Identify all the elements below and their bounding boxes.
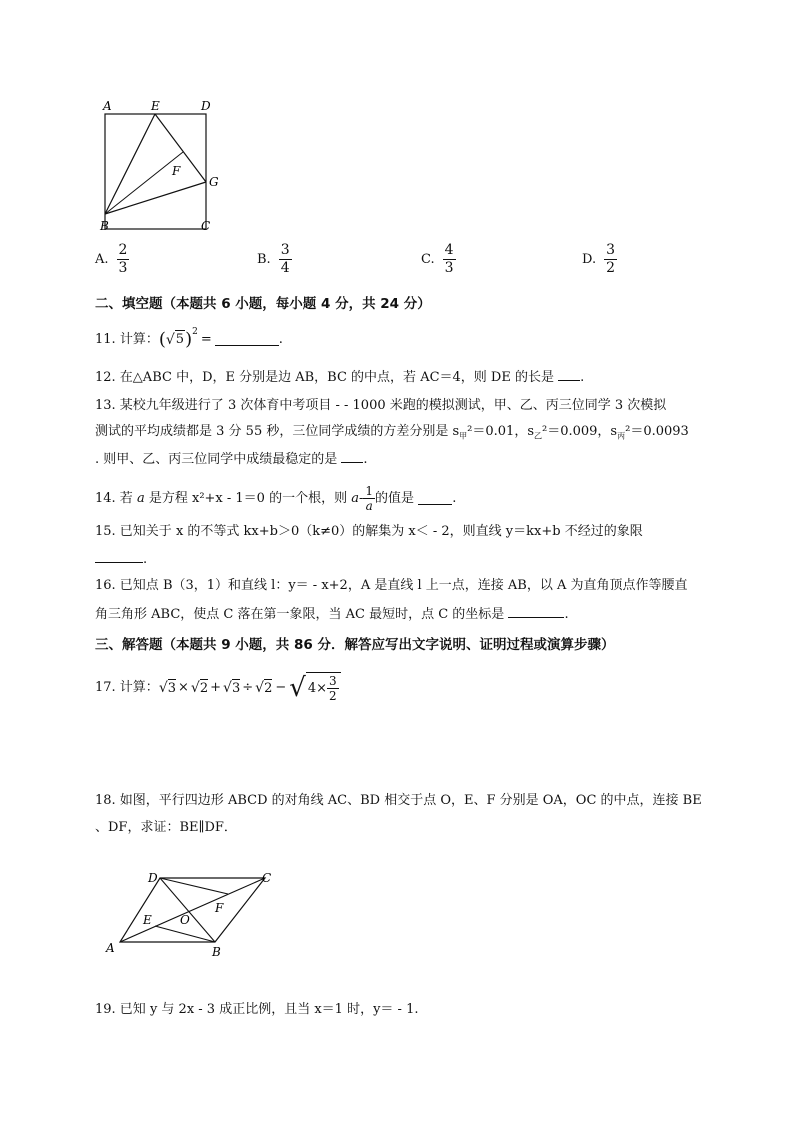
question-18-line2: 、DF，求证：BE∥DF．	[95, 820, 237, 835]
label-E: E	[143, 913, 152, 927]
label-C: C	[262, 871, 272, 885]
option-d: D. $\frac{3}{2}$	[582, 242, 616, 276]
option-c: C. $\frac{4}{3}$	[421, 242, 454, 276]
question-15-line2: .	[95, 550, 147, 569]
section-2-heading: 二、填空题（本题共 6 小题，每小题 4 分，共 24 分）	[95, 296, 431, 312]
parallelogram-figure	[100, 862, 290, 962]
question-15-line1: 15. 已知关于 x 的不等式 kx+b＞0（k≠0）的解集为 x＜ - 2，则直线 y＝kx+b 不经过的象限	[95, 524, 643, 539]
label-C: C	[201, 219, 211, 233]
square-figure	[95, 92, 230, 237]
label-E: E	[151, 99, 160, 113]
question-14: 14. 若 a 是方程 x²+x - 1＝0 的一个根，则 a - $\frac{1}{a}$ 的值是 .	[95, 484, 457, 513]
question-19: 19. 已知 y 与 2x - 3 成正比例，且当 x＝1 时，y＝ - 1.	[95, 1002, 419, 1017]
question-13-line1: 13. 某校九年级进行了 3 次体育中考项目 - - 1000 米跑的模拟测试，甲、乙、丙三位同学 3 次模拟	[95, 398, 667, 413]
option-b: B. $\frac{3}{4}$	[257, 242, 290, 276]
label-D: D	[201, 99, 211, 113]
label-O: O	[180, 913, 190, 927]
question-13-line3: . 则甲、乙、丙三位同学中成绩最稳定的是 .	[95, 452, 368, 467]
question-12: 12. 在△ABC 中，D，E 分别是边 AB，BC 的中点，若 AC＝4，则 DE 的长是 .	[95, 370, 585, 385]
label-F: F	[172, 164, 181, 178]
option-a: A. $\frac{2}{3}$	[95, 242, 128, 276]
question-11: 11. 计算： ( √ 5 ) 2 = .	[95, 326, 283, 350]
label-B: B	[100, 219, 109, 233]
label-G: G	[209, 175, 219, 189]
label-A: A	[106, 941, 115, 955]
label-D: D	[148, 871, 158, 885]
question-16-line2: 角三角形 ABC，使点 C 落在第一象限，当 AC 最短时，点 C 的坐标是 .	[95, 607, 569, 622]
label-F: F	[215, 901, 224, 915]
question-13-line2: 测试的平均成绩都是 3 分 55 秒，三位同学成绩的方差分别是 $s_甲^2=0.01$，$s_乙^2=0.009$，$s_丙^2=0.0093$	[95, 424, 689, 441]
question-17: 17. 计算： √ 3 × √ 2 + √ 3 ÷ √ 2 − √ 4× $\frac{3}{2}$	[95, 668, 341, 708]
question-18-line1: 18. 如图，平行四边形 ABCD 的对角线 AC、BD 相交于点 O，E、F 分别是 OA，OC 的中点，连接 BE	[95, 793, 702, 808]
label-A: A	[103, 99, 112, 113]
question-16-line1: 16. 已知点 B（3，1）和直线 l：y＝ - x+2，A 是直线 l 上一点，连接 AB，以 A 为直角顶点作等腰直	[95, 578, 688, 593]
label-B: B	[212, 945, 221, 959]
section-3-heading: 三、解答题（本题共 9 小题，共 86 分．解答应写出文字说明、证明过程或演算步骤）	[95, 637, 615, 653]
